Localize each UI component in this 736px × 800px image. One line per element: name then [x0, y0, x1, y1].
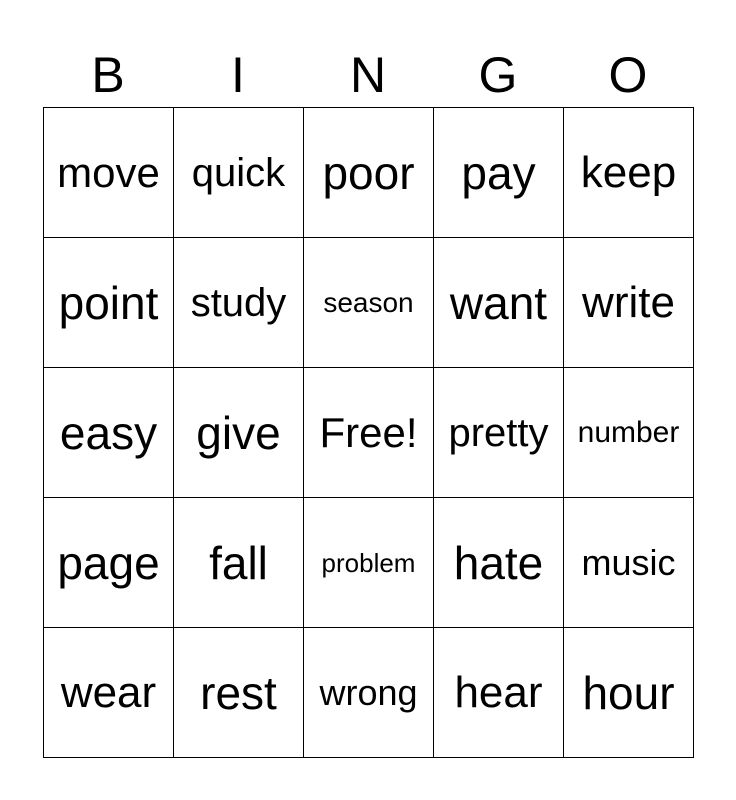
free-space-cell: Free! — [304, 368, 434, 498]
bingo-cell: want — [434, 238, 564, 368]
bingo-cell: pay — [434, 108, 564, 238]
bingo-cell: music — [564, 498, 694, 628]
header-letter-i: I — [231, 47, 245, 103]
header-letter-o: O — [608, 47, 648, 103]
bingo-header — [43, 46, 693, 104]
bingo-cell: move — [44, 108, 174, 238]
bingo-cell: problem — [304, 498, 434, 628]
bingo-cell: number — [564, 368, 694, 498]
header-letter-b: B — [91, 47, 125, 103]
bingo-cell: point — [44, 238, 174, 368]
bingo-cell: pretty — [434, 368, 564, 498]
bingo-cell: easy — [44, 368, 174, 498]
bingo-cell: page — [44, 498, 174, 628]
bingo-cell: write — [564, 238, 694, 368]
bingo-board — [43, 107, 694, 758]
header-letter-g: G — [478, 47, 518, 103]
bingo-cell: hear — [434, 628, 564, 758]
bingo-cell: quick — [174, 108, 304, 238]
bingo-cell: give — [174, 368, 304, 498]
bingo-cell: keep — [564, 108, 694, 238]
bingo-cell: hate — [434, 498, 564, 628]
bingo-cell: season — [304, 238, 434, 368]
bingo-cell: study — [174, 238, 304, 368]
bingo-cell: wrong — [304, 628, 434, 758]
bingo-cell: rest — [174, 628, 304, 758]
bingo-cell: fall — [174, 498, 304, 628]
bingo-cell: wear — [44, 628, 174, 758]
bingo-cell: hour — [564, 628, 694, 758]
bingo-cell: poor — [304, 108, 434, 238]
header-letter-n: N — [349, 47, 387, 103]
